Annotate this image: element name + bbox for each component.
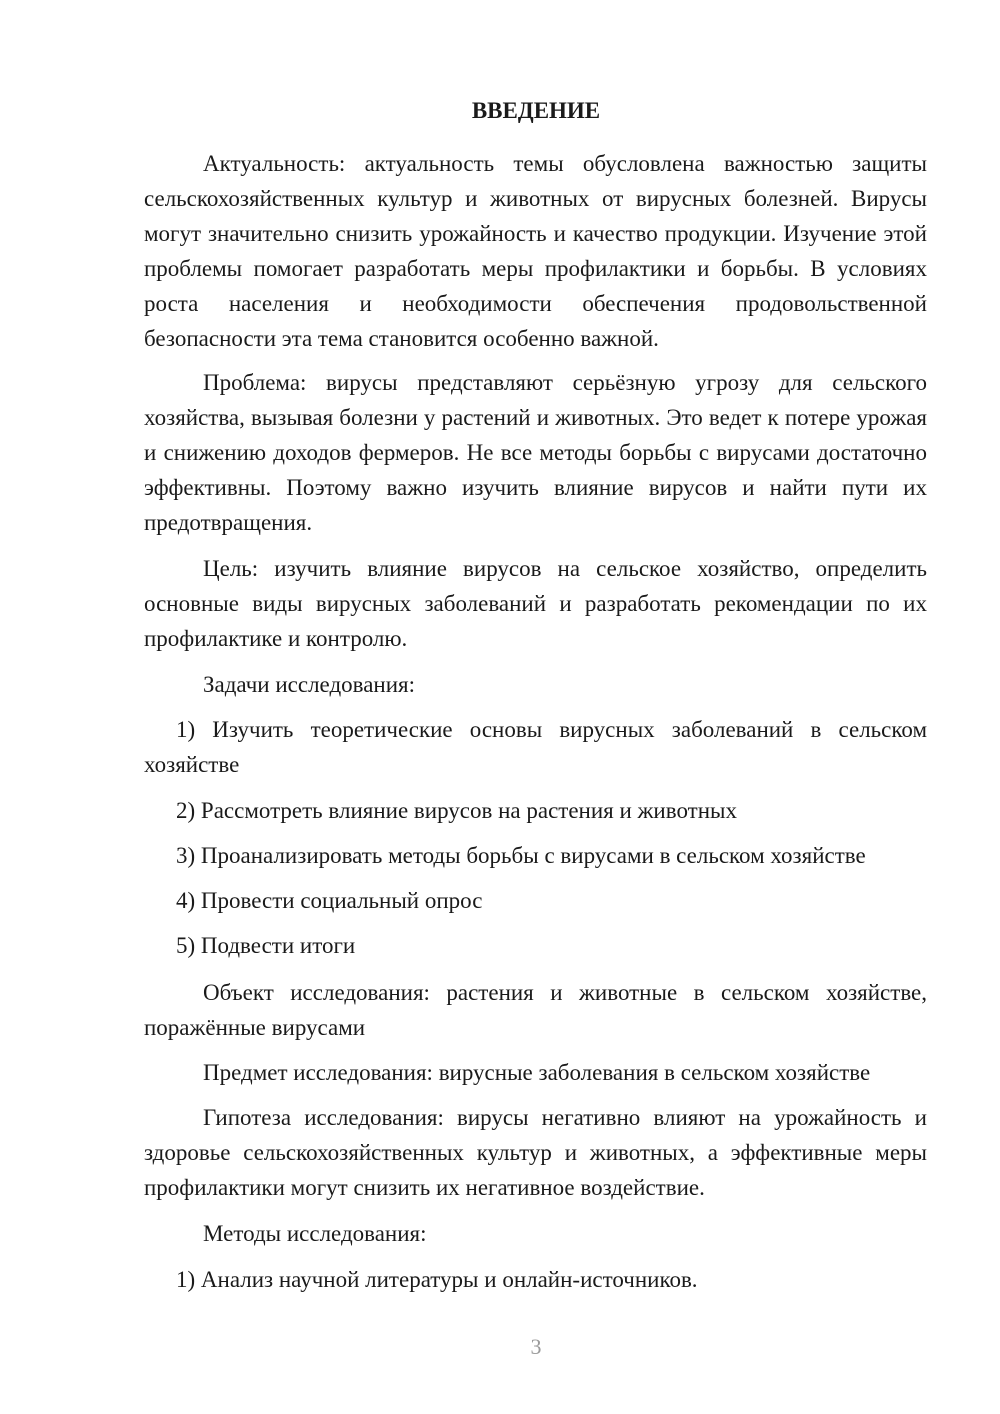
task-item-3: 3) Проанализировать методы борьбы с вирусами в сельском хозяйстве	[176, 843, 866, 868]
paragraph-problem: Проблема: вирусы представляют серьёзную угрозу для сельского хозяйства, вызывая болезни у растений и животных. Это ведет к потере урожая и снижению доходов фермеров. Не все методы борьбы с вирусами достаточно эффективны. Поэтому важно изучить влияние вирусов и найти пути их предотвращения.	[144, 370, 927, 535]
task-item-1: 1) Изучить теоретические основы вирусных заболеваний в сельском хозяйстве	[144, 717, 927, 777]
paragraph-relevance: Актуальность: актуальность темы обусловлена важностью защиты сельскохозяйственных культур и животных от вирусных болезней. Вирусы могут значительно снизить урожайность и качество продукции. Изучение этой проблемы помогает разработать меры профилактики и борьбы. В условиях роста населения и необходимости обеспечения продовольственной безопасности эта тема становится особенно важной.	[144, 151, 927, 351]
task-item-4: 4) Провести социальный опрос	[176, 888, 483, 913]
methods-heading: Методы исследования:	[203, 1221, 427, 1246]
paragraph-hypothesis: Гипотеза исследования: вирусы негативно влияют на урожайность и здоровье сельскохозяйственных культур и животных, а эффективные меры профилактики могут снизить их негативное воздействие.	[144, 1105, 927, 1200]
tasks-heading: Задачи исследования:	[203, 672, 416, 697]
paragraph-subject: Предмет исследования: вирусные заболевания в сельском хозяйстве	[203, 1060, 871, 1085]
task-item-5: 5) Подвести итоги	[176, 933, 356, 958]
page-number: 3	[530, 1334, 542, 1359]
method-item-1: 1) Анализ научной литературы и онлайн-источников.	[176, 1267, 698, 1292]
task-item-2: 2) Рассмотреть влияние вирусов на растения и животных	[176, 798, 737, 823]
paragraph-goal: Цель: изучить влияние вирусов на сельское хозяйство, определить основные виды вирусных заболеваний и разработать рекомендации по их профилактике и контролю.	[144, 556, 927, 651]
paragraph-object: Объект исследования: растения и животные в сельском хозяйстве, поражённые вирусами	[144, 980, 927, 1040]
page-title: ВВЕДЕНИЕ	[471, 98, 601, 123]
